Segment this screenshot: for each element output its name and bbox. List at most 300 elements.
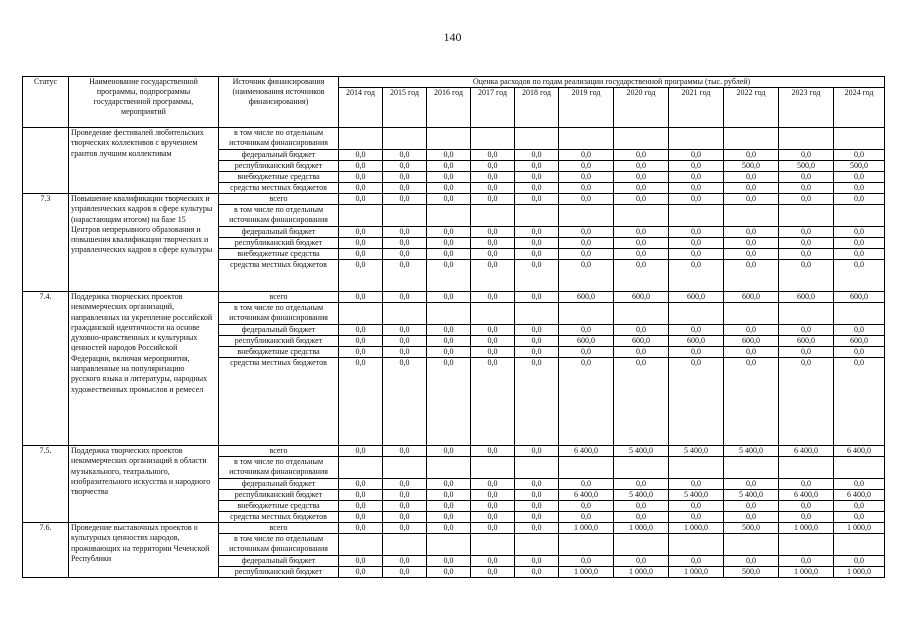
value-cell: 0,0 xyxy=(834,150,885,161)
value-cell: 0,0 xyxy=(724,347,779,358)
value-cell: 0,0 xyxy=(471,523,515,534)
value-cell: 0,0 xyxy=(383,249,427,260)
value-cell: 0,0 xyxy=(559,501,614,512)
value-cell: 0,0 xyxy=(779,479,834,490)
value-cell: 0,0 xyxy=(427,150,471,161)
value-cell: 0,0 xyxy=(339,194,383,205)
value-cell: 0,0 xyxy=(614,172,669,183)
value-cell: 0,0 xyxy=(471,260,515,292)
value-cell: 0,0 xyxy=(834,358,885,446)
value-cell: 0,0 xyxy=(834,512,885,523)
value-cell: 0,0 xyxy=(383,150,427,161)
table-body xyxy=(23,128,885,578)
status-cell xyxy=(23,128,69,194)
value-cell xyxy=(339,205,383,227)
value-cell: 0,0 xyxy=(339,490,383,501)
funding-source-cell: средства местных бюджетов xyxy=(219,512,339,523)
funding-source-cell: средства местных бюджетов xyxy=(219,358,339,446)
value-cell: 0,0 xyxy=(339,260,383,292)
value-cell: 0,0 xyxy=(559,172,614,183)
value-cell: 0,0 xyxy=(834,479,885,490)
value-cell xyxy=(515,303,559,325)
funding-source-cell: федеральный бюджет xyxy=(219,556,339,567)
value-cell: 0,0 xyxy=(471,336,515,347)
value-cell: 0,0 xyxy=(515,194,559,205)
value-cell xyxy=(383,534,427,556)
year-header: 2016 год xyxy=(427,88,471,128)
value-cell xyxy=(669,303,724,325)
value-cell: 0,0 xyxy=(614,325,669,336)
status-cell: 7.6. xyxy=(23,523,69,578)
year-header: 2022 год xyxy=(724,88,779,128)
year-header: 2024 год xyxy=(834,88,885,128)
value-cell: 0,0 xyxy=(779,249,834,260)
value-cell: 0,0 xyxy=(724,260,779,292)
value-cell: 0,0 xyxy=(614,556,669,567)
value-cell: 600,0 xyxy=(614,336,669,347)
value-cell: 0,0 xyxy=(427,556,471,567)
value-cell: 0,0 xyxy=(339,556,383,567)
value-cell: 0,0 xyxy=(339,172,383,183)
value-cell: 0,0 xyxy=(779,150,834,161)
value-cell: 0,0 xyxy=(339,336,383,347)
value-cell: 0,0 xyxy=(339,183,383,194)
value-cell: 600,0 xyxy=(834,292,885,303)
value-cell: 0,0 xyxy=(427,512,471,523)
value-cell: 0,0 xyxy=(471,446,515,457)
value-cell: 0,0 xyxy=(427,194,471,205)
funding-source-cell: средства местных бюджетов xyxy=(219,183,339,194)
value-cell: 0,0 xyxy=(614,183,669,194)
value-cell: 0,0 xyxy=(427,183,471,194)
activity-name-cell: Проведение фестивалей любительских творческих коллективов с вручением грантов лучшим коллективам xyxy=(69,128,219,194)
table-row xyxy=(23,194,885,205)
funding-source-cell: средства местных бюджетов xyxy=(219,260,339,292)
value-cell: 0,0 xyxy=(724,479,779,490)
value-cell: 0,0 xyxy=(669,325,724,336)
value-cell xyxy=(515,128,559,150)
value-cell: 0,0 xyxy=(614,238,669,249)
value-cell: 0,0 xyxy=(339,501,383,512)
value-cell: 0,0 xyxy=(339,161,383,172)
value-cell: 0,0 xyxy=(471,556,515,567)
value-cell: 0,0 xyxy=(559,238,614,249)
value-cell: 0,0 xyxy=(559,347,614,358)
activity-name-cell: Поддержка творческих проектов некоммерческих организаций, направленных на укрепление российской гражданской идентичности на основе духовно-нравственных и культурных ценностей народов Российской Федерации, включая мероприятия, направленные на популяризацию русского языка и литературы, народных художественных промыслов и ремесел xyxy=(69,292,219,446)
value-cell: 0,0 xyxy=(724,358,779,446)
value-cell xyxy=(779,534,834,556)
value-cell: 600,0 xyxy=(724,292,779,303)
value-cell: 0,0 xyxy=(339,150,383,161)
value-cell: 0,0 xyxy=(779,347,834,358)
value-cell: 0,0 xyxy=(471,358,515,446)
value-cell: 0,0 xyxy=(669,358,724,446)
value-cell: 600,0 xyxy=(834,336,885,347)
value-cell: 500,0 xyxy=(724,523,779,534)
value-cell xyxy=(471,534,515,556)
value-cell: 0,0 xyxy=(724,194,779,205)
value-cell: 0,0 xyxy=(724,501,779,512)
year-header: 2021 год xyxy=(669,88,724,128)
value-cell xyxy=(559,128,614,150)
value-cell: 0,0 xyxy=(515,172,559,183)
value-cell: 0,0 xyxy=(614,161,669,172)
value-cell: 0,0 xyxy=(669,238,724,249)
value-cell: 0,0 xyxy=(559,556,614,567)
value-cell xyxy=(383,128,427,150)
value-cell: 500,0 xyxy=(724,161,779,172)
value-cell: 0,0 xyxy=(834,325,885,336)
value-cell: 0,0 xyxy=(471,238,515,249)
value-cell: 0,0 xyxy=(779,556,834,567)
year-header: 2019 год xyxy=(559,88,614,128)
value-cell: 0,0 xyxy=(339,292,383,303)
value-cell xyxy=(724,303,779,325)
value-cell xyxy=(559,457,614,479)
value-cell: 0,0 xyxy=(559,227,614,238)
value-cell: 0,0 xyxy=(383,227,427,238)
value-cell: 0,0 xyxy=(669,556,724,567)
value-cell xyxy=(614,534,669,556)
value-cell xyxy=(669,205,724,227)
value-cell xyxy=(339,303,383,325)
value-cell: 0,0 xyxy=(515,325,559,336)
value-cell: 0,0 xyxy=(779,325,834,336)
value-cell: 1 000,0 xyxy=(834,567,885,578)
funding-source-cell: в том числе по отдельным источникам финансирования xyxy=(219,303,339,325)
funding-source-cell: республиканский бюджет xyxy=(219,336,339,347)
funding-source-cell: республиканский бюджет xyxy=(219,567,339,578)
value-cell: 0,0 xyxy=(515,358,559,446)
value-cell: 0,0 xyxy=(559,479,614,490)
value-cell: 0,0 xyxy=(669,227,724,238)
value-cell: 0,0 xyxy=(669,172,724,183)
value-cell xyxy=(614,457,669,479)
value-cell: 0,0 xyxy=(383,358,427,446)
value-cell: 0,0 xyxy=(427,260,471,292)
funding-source-cell: внебюджетные средства xyxy=(219,172,339,183)
value-cell: 0,0 xyxy=(383,325,427,336)
value-cell: 0,0 xyxy=(779,260,834,292)
value-cell: 0,0 xyxy=(515,512,559,523)
value-cell: 500,0 xyxy=(834,161,885,172)
value-cell: 0,0 xyxy=(559,183,614,194)
funding-source-cell: федеральный бюджет xyxy=(219,227,339,238)
activity-name-cell: Повышение квалификации творческих и управленческих кадров в сфере культуры (нарастающим итогом) на базе 15 Центров непрерывного образования и повышения квалификации творческих и управленческих кадров в сфере культуры xyxy=(69,194,219,292)
year-header: 2017 год xyxy=(471,88,515,128)
value-cell: 0,0 xyxy=(383,194,427,205)
value-cell: 0,0 xyxy=(614,358,669,446)
value-cell: 0,0 xyxy=(559,150,614,161)
value-cell: 0,0 xyxy=(427,347,471,358)
value-cell: 0,0 xyxy=(427,501,471,512)
value-cell: 1 000,0 xyxy=(614,567,669,578)
value-cell: 0,0 xyxy=(339,523,383,534)
value-cell: 0,0 xyxy=(669,194,724,205)
value-cell: 0,0 xyxy=(515,347,559,358)
funding-source-cell: федеральный бюджет xyxy=(219,479,339,490)
value-cell: 0,0 xyxy=(515,501,559,512)
value-cell: 0,0 xyxy=(515,292,559,303)
value-cell: 600,0 xyxy=(669,336,724,347)
value-cell: 0,0 xyxy=(779,501,834,512)
value-cell: 0,0 xyxy=(515,490,559,501)
value-cell: 600,0 xyxy=(559,336,614,347)
value-cell: 0,0 xyxy=(427,567,471,578)
value-cell: 600,0 xyxy=(614,292,669,303)
value-cell xyxy=(383,205,427,227)
value-cell: 0,0 xyxy=(834,501,885,512)
funding-source-cell: всего xyxy=(219,292,339,303)
value-cell: 1 000,0 xyxy=(614,523,669,534)
year-header: 2018 год xyxy=(515,88,559,128)
value-cell: 0,0 xyxy=(669,249,724,260)
value-cell: 0,0 xyxy=(427,227,471,238)
value-cell xyxy=(724,205,779,227)
value-cell: 6 400,0 xyxy=(779,490,834,501)
value-cell: 0,0 xyxy=(515,161,559,172)
value-cell: 0,0 xyxy=(669,479,724,490)
value-cell: 6 400,0 xyxy=(559,446,614,457)
funding-source-cell: республиканский бюджет xyxy=(219,490,339,501)
value-cell: 1 000,0 xyxy=(669,523,724,534)
value-cell xyxy=(669,457,724,479)
value-cell: 0,0 xyxy=(427,490,471,501)
value-cell: 1 000,0 xyxy=(779,567,834,578)
value-cell: 0,0 xyxy=(834,556,885,567)
value-cell: 0,0 xyxy=(383,523,427,534)
value-cell: 0,0 xyxy=(339,446,383,457)
table-row xyxy=(23,292,885,303)
value-cell xyxy=(471,205,515,227)
value-cell: 0,0 xyxy=(471,347,515,358)
value-cell: 0,0 xyxy=(515,479,559,490)
value-cell: 5 400,0 xyxy=(724,446,779,457)
value-cell: 1 000,0 xyxy=(779,523,834,534)
value-cell xyxy=(779,303,834,325)
value-cell xyxy=(427,205,471,227)
value-cell: 0,0 xyxy=(559,194,614,205)
value-cell: 0,0 xyxy=(383,347,427,358)
value-cell xyxy=(834,303,885,325)
value-cell: 0,0 xyxy=(471,183,515,194)
value-cell: 0,0 xyxy=(614,194,669,205)
value-cell: 0,0 xyxy=(427,238,471,249)
table-row xyxy=(23,523,885,534)
value-cell: 0,0 xyxy=(339,567,383,578)
value-cell: 0,0 xyxy=(383,172,427,183)
source-header: Источник финансирования (наименования источников финансирования) xyxy=(219,77,339,128)
value-cell: 0,0 xyxy=(515,260,559,292)
value-cell: 0,0 xyxy=(383,512,427,523)
value-cell: 5 400,0 xyxy=(614,490,669,501)
value-cell: 0,0 xyxy=(669,183,724,194)
funding-source-cell: внебюджетные средства xyxy=(219,501,339,512)
value-cell: 0,0 xyxy=(724,249,779,260)
value-cell: 0,0 xyxy=(383,292,427,303)
value-cell: 0,0 xyxy=(669,512,724,523)
value-cell: 0,0 xyxy=(339,512,383,523)
value-cell: 500,0 xyxy=(779,161,834,172)
value-cell: 0,0 xyxy=(471,194,515,205)
value-cell: 5 400,0 xyxy=(724,490,779,501)
funding-source-cell: в том числе по отдельным источникам финансирования xyxy=(219,534,339,556)
value-cell: 600,0 xyxy=(779,292,834,303)
value-cell xyxy=(559,534,614,556)
value-cell: 0,0 xyxy=(427,172,471,183)
value-cell: 0,0 xyxy=(724,172,779,183)
estimate-header: Оценка расходов по годам реализации государственной программы (тыс. рублей) xyxy=(339,77,885,88)
value-cell: 0,0 xyxy=(471,325,515,336)
year-header: 2015 год xyxy=(383,88,427,128)
value-cell: 0,0 xyxy=(834,183,885,194)
value-cell: 0,0 xyxy=(383,336,427,347)
funding-source-cell: республиканский бюджет xyxy=(219,238,339,249)
value-cell: 0,0 xyxy=(614,249,669,260)
value-cell xyxy=(834,457,885,479)
value-cell: 1 000,0 xyxy=(669,567,724,578)
value-cell: 0,0 xyxy=(427,358,471,446)
value-cell xyxy=(779,457,834,479)
value-cell: 0,0 xyxy=(427,161,471,172)
value-cell xyxy=(339,128,383,150)
value-cell xyxy=(834,128,885,150)
value-cell: 600,0 xyxy=(559,292,614,303)
funding-source-cell: внебюджетные средства xyxy=(219,249,339,260)
value-cell: 0,0 xyxy=(515,249,559,260)
value-cell xyxy=(779,128,834,150)
value-cell: 0,0 xyxy=(339,249,383,260)
value-cell xyxy=(471,303,515,325)
year-header: 2020 год xyxy=(614,88,669,128)
value-cell: 6 400,0 xyxy=(834,490,885,501)
value-cell xyxy=(559,303,614,325)
value-cell: 1 000,0 xyxy=(559,567,614,578)
value-cell: 5 400,0 xyxy=(669,490,724,501)
value-cell: 0,0 xyxy=(339,347,383,358)
funding-source-cell: всего xyxy=(219,523,339,534)
value-cell: 0,0 xyxy=(559,249,614,260)
value-cell: 0,0 xyxy=(779,183,834,194)
value-cell: 0,0 xyxy=(724,238,779,249)
value-cell: 0,0 xyxy=(471,479,515,490)
name-header: Наименование государственной программы, подпрограммы государственной программы, мероприятий xyxy=(69,77,219,128)
value-cell xyxy=(515,457,559,479)
value-cell: 0,0 xyxy=(515,567,559,578)
value-cell: 0,0 xyxy=(669,150,724,161)
funding-source-cell: в том числе по отдельным источникам финансирования xyxy=(219,128,339,150)
value-cell: 0,0 xyxy=(383,446,427,457)
table-row xyxy=(23,128,885,150)
value-cell xyxy=(614,128,669,150)
value-cell: 0,0 xyxy=(834,238,885,249)
funding-source-cell: федеральный бюджет xyxy=(219,325,339,336)
value-cell: 0,0 xyxy=(834,249,885,260)
value-cell: 0,0 xyxy=(383,567,427,578)
value-cell xyxy=(669,534,724,556)
value-cell xyxy=(427,457,471,479)
year-header: 2023 год xyxy=(779,88,834,128)
value-cell: 5 400,0 xyxy=(614,446,669,457)
value-cell xyxy=(724,457,779,479)
value-cell: 0,0 xyxy=(471,512,515,523)
value-cell: 0,0 xyxy=(383,161,427,172)
value-cell xyxy=(427,303,471,325)
value-cell xyxy=(427,128,471,150)
value-cell: 6 400,0 xyxy=(834,446,885,457)
value-cell: 0,0 xyxy=(427,523,471,534)
value-cell: 0,0 xyxy=(515,227,559,238)
value-cell: 0,0 xyxy=(471,292,515,303)
value-cell: 0,0 xyxy=(779,238,834,249)
value-cell: 0,0 xyxy=(834,347,885,358)
status-cell: 7.3 xyxy=(23,194,69,292)
value-cell: 5 400,0 xyxy=(669,446,724,457)
value-cell: 0,0 xyxy=(427,325,471,336)
value-cell: 0,0 xyxy=(471,490,515,501)
value-cell: 0,0 xyxy=(614,512,669,523)
value-cell: 0,0 xyxy=(724,325,779,336)
value-cell xyxy=(614,205,669,227)
value-cell: 0,0 xyxy=(383,260,427,292)
status-cell: 7.5. xyxy=(23,446,69,523)
value-cell: 6 400,0 xyxy=(779,446,834,457)
value-cell: 500,0 xyxy=(724,567,779,578)
value-cell: 0,0 xyxy=(427,249,471,260)
funding-source-cell: внебюджетные средства xyxy=(219,347,339,358)
value-cell: 0,0 xyxy=(471,227,515,238)
value-cell: 0,0 xyxy=(427,336,471,347)
value-cell xyxy=(427,534,471,556)
value-cell xyxy=(724,534,779,556)
value-cell: 0,0 xyxy=(515,336,559,347)
value-cell: 0,0 xyxy=(669,161,724,172)
value-cell: 0,0 xyxy=(339,238,383,249)
funding-source-cell: в том числе по отдельным источникам финансирования xyxy=(219,205,339,227)
value-cell: 0,0 xyxy=(779,227,834,238)
value-cell xyxy=(383,303,427,325)
value-cell xyxy=(471,128,515,150)
value-cell: 0,0 xyxy=(383,183,427,194)
value-cell: 0,0 xyxy=(339,227,383,238)
value-cell: 0,0 xyxy=(515,556,559,567)
funding-source-cell: республиканский бюджет xyxy=(219,161,339,172)
value-cell: 0,0 xyxy=(559,161,614,172)
value-cell: 0,0 xyxy=(669,347,724,358)
value-cell xyxy=(669,128,724,150)
value-cell: 0,0 xyxy=(339,325,383,336)
value-cell: 0,0 xyxy=(383,501,427,512)
value-cell: 0,0 xyxy=(559,512,614,523)
value-cell: 0,0 xyxy=(779,512,834,523)
value-cell: 6 400,0 xyxy=(559,490,614,501)
value-cell xyxy=(515,205,559,227)
value-cell: 0,0 xyxy=(834,172,885,183)
value-cell: 1 000,0 xyxy=(559,523,614,534)
value-cell xyxy=(383,457,427,479)
value-cell: 0,0 xyxy=(724,512,779,523)
value-cell: 0,0 xyxy=(471,249,515,260)
table-row xyxy=(23,446,885,457)
value-cell: 0,0 xyxy=(471,501,515,512)
value-cell xyxy=(515,534,559,556)
value-cell xyxy=(559,205,614,227)
status-header: Статус xyxy=(23,77,69,128)
value-cell: 0,0 xyxy=(559,358,614,446)
value-cell xyxy=(339,534,383,556)
value-cell: 0,0 xyxy=(724,227,779,238)
value-cell xyxy=(779,205,834,227)
